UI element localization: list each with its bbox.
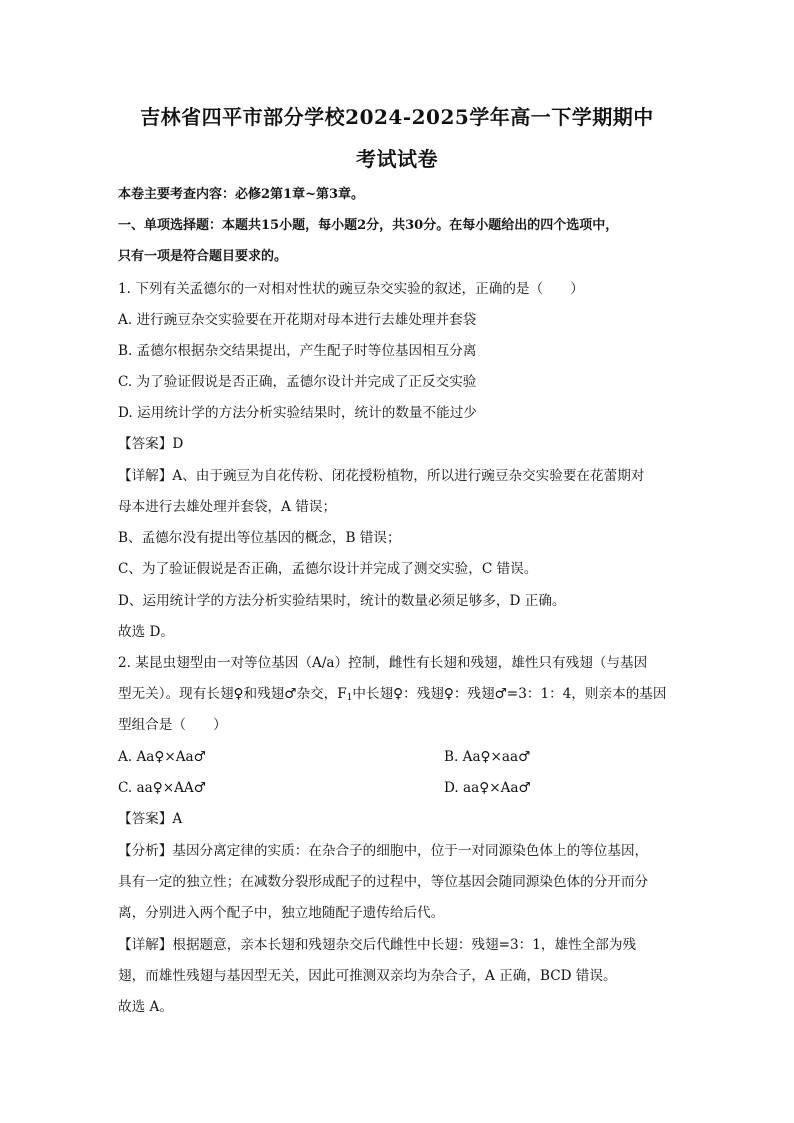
q2-option-a: A. Aa♀×Aa♂ — [118, 749, 206, 765]
q2-option-b: B. Aa♀×aa♂ — [444, 749, 531, 765]
q1-detail-line: D、运用统计学的方法分析实验结果时，统计的数量必须足够多，D 正确。 — [118, 593, 566, 609]
section-heading-cont: 只有一项是符合题目要求的。 — [118, 249, 288, 264]
q2-stem-cont — [118, 684, 667, 704]
q2-answer: 【答案】A — [118, 811, 183, 827]
q2-analysis-line: 具有一定的独立性；在减数分裂形成配子的过程中，等位基因会随同源染色体的分开而分 — [118, 874, 649, 890]
q2-stem-cont: 型组合是（ ） — [118, 717, 227, 733]
scope-note: 本卷主要考查内容：必修2第1章~第3章。 — [118, 187, 365, 202]
q2-stem-part: 型无关）。现有长翅♀和残翅♂杂交，F — [118, 686, 347, 702]
q1-detail-line: C、为了验证假说是否正确，孟德尔设计并完成了测交实验，C 错误。 — [118, 561, 538, 577]
q2-analysis-line — [118, 841, 648, 861]
page-title: 吉林省四平市部分学校2024-2025学年高一下学期期中 — [140, 105, 654, 129]
q2-detail-label: 【详解】 — [118, 937, 173, 953]
q2-analysis-text: 基因分离定律的实质：在杂合子的细胞中，位于一对同源染色体上的等位基因， — [172, 843, 649, 859]
q2-stem-part: 中长翅♀：残翅♀：残翅♂=3：1：4，则亲本的基因 — [352, 686, 667, 702]
q2-option-c: C. aa♀×AA♂ — [118, 780, 206, 796]
q1-detail-line: B、孟德尔没有提出等位基因的概念，B 错误； — [118, 530, 401, 546]
q1-conclusion: 故选 D。 — [118, 624, 175, 640]
q2-conclusion: 故选 A。 — [118, 999, 173, 1015]
q1-detail-line — [118, 466, 644, 486]
q2-analysis-label: 【分析】 — [118, 843, 173, 859]
page-subtitle: 考试试卷 — [356, 147, 438, 171]
q1-option-a: A. 进行豌豆杂交实验要在开花期对母本进行去雄处理并套袋 — [118, 312, 477, 328]
q1-answer: 【答案】D — [118, 436, 184, 452]
q1-detail-text: A、由于豌豆为自花传粉、闭花授粉植物，所以进行豌豆杂交实验要在花蕾期对 — [172, 468, 645, 484]
q1-detail-line: 母本进行去雄处理并套袋，A 错误； — [118, 499, 337, 515]
q1-option-b: B. 孟德尔根据杂交结果提出，产生配子时等位基因相互分离 — [118, 343, 477, 359]
section-heading: 一、单项选择题：本题共15小题，每小题2分，共30分。在每小题给出的四个选项中， — [118, 218, 619, 233]
q1-detail-label: 【详解】 — [118, 468, 173, 484]
q2-analysis-line: 离，分别进入两个配子中，独立地随配子遗传给后代。 — [118, 905, 445, 921]
q2-stem-subscript: 1 — [346, 693, 353, 703]
q1-option-c: C. 为了验证假说是否正确，孟德尔设计并完成了正反交实验 — [118, 374, 477, 390]
q2-option-d: D. aa♀×Aa♂ — [444, 780, 531, 796]
q2-detail-line: 翅，而雄性残翅与基因型无关，因此可推测双亲均为杂合子，A 正确，BCD 错误。 — [118, 968, 617, 984]
q2-stem: 2. 某昆虫翅型由一对等位基因（A/a）控制，雌性有长翅和残翅，雄性只有残翅（与基因 — [118, 655, 648, 671]
q1-option-d: D. 运用统计学的方法分析实验结果时，统计的数量不能过少 — [118, 405, 477, 421]
q1-stem: 1. 下列有关孟德尔的一对相对性状的豌豆杂交实验的叙述，正确的是（ ） — [118, 281, 584, 297]
q2-detail-line — [118, 935, 636, 955]
q2-detail-text: 根据题意，亲本长翅和残翅杂交后代雌性中长翅：残翅=3：1，雄性全部为残 — [172, 937, 637, 953]
